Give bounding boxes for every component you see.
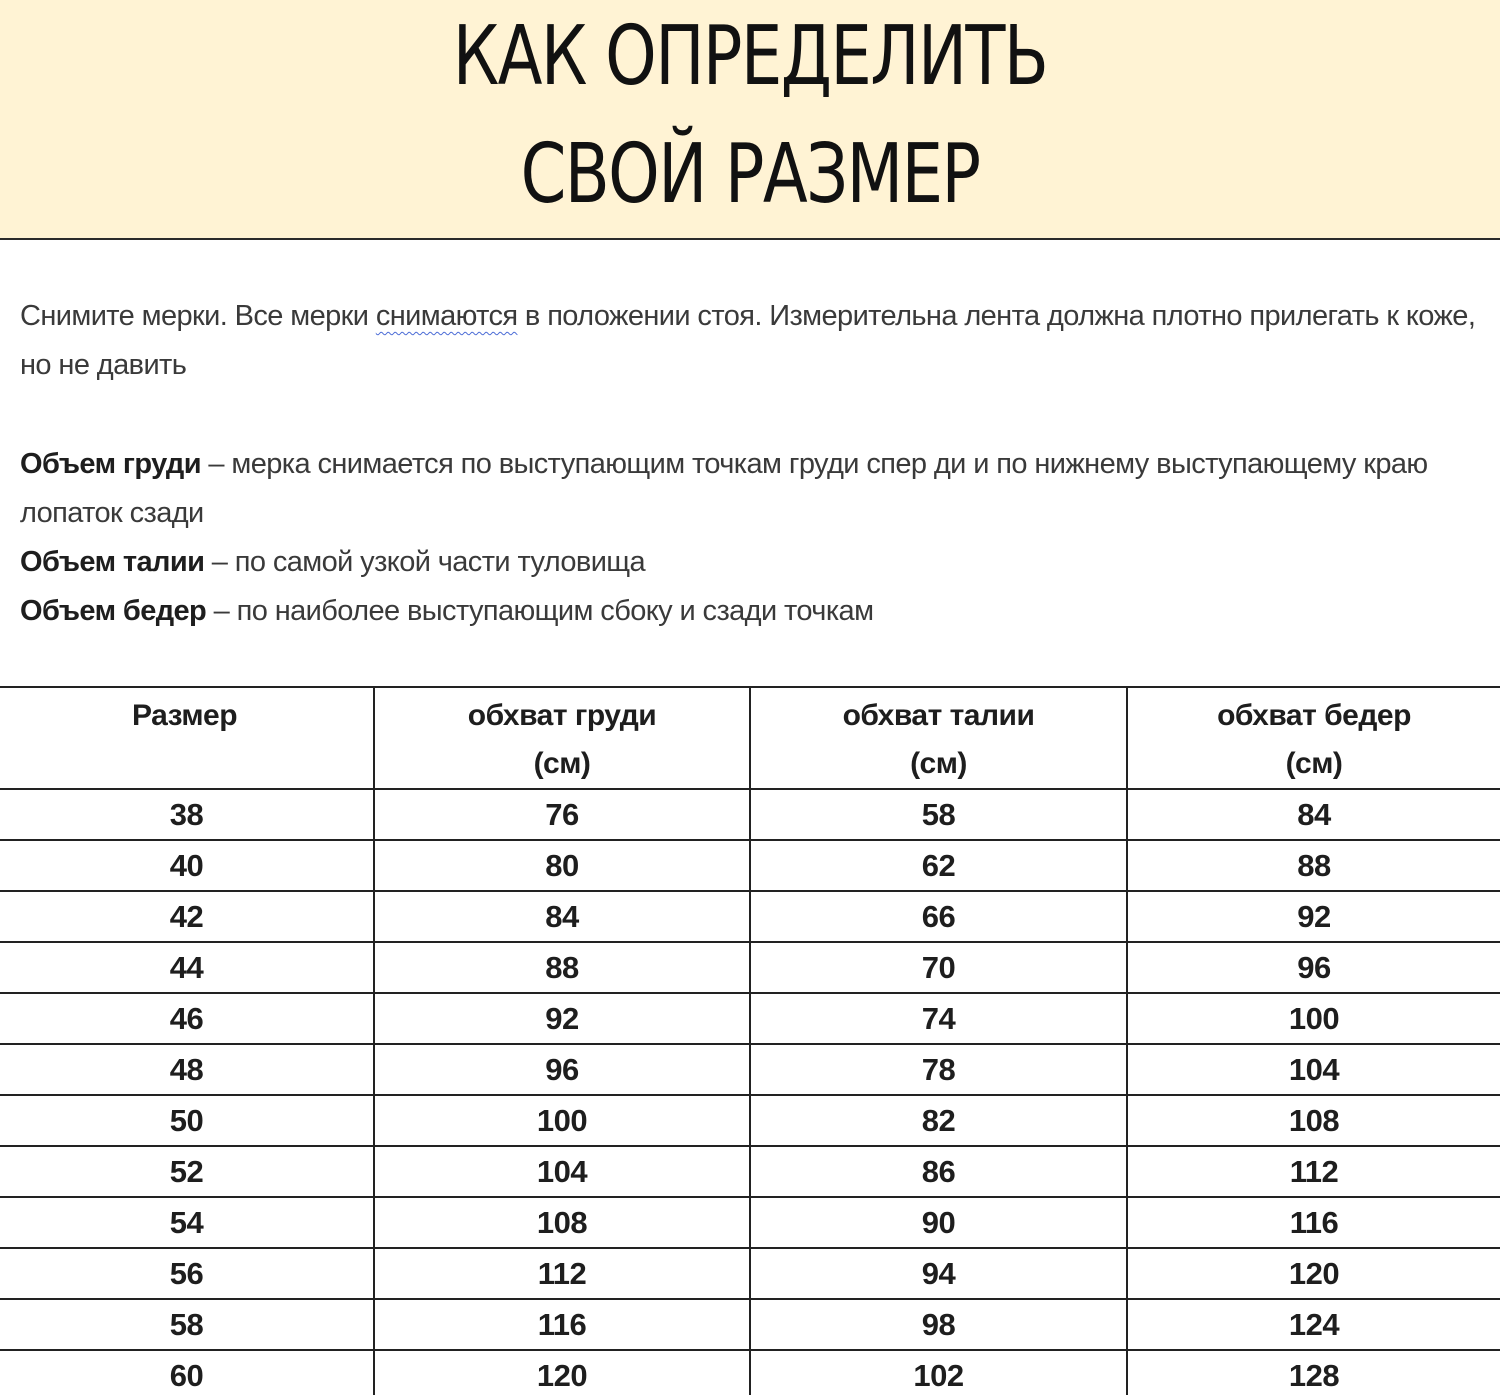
- page-title-line-1: КАК ОПРЕДЕЛИТЬ: [452, 9, 1048, 104]
- cell-chest: 80: [374, 840, 750, 891]
- cell-hips: 100: [1127, 993, 1500, 1044]
- title-banner: [0, 0, 1500, 240]
- header-size-label: Размер: [132, 699, 238, 732]
- header-waist: [750, 687, 1127, 789]
- cell-hips: 120: [1127, 1248, 1500, 1299]
- cell-waist: 82: [750, 1095, 1127, 1146]
- table-row: [0, 993, 1500, 1044]
- instructions-text-start: Снимите мерки. Все мерки: [20, 300, 376, 332]
- cell-chest: 84: [374, 891, 750, 942]
- cell-size: 44: [0, 942, 374, 993]
- cell-hips: 88: [1127, 840, 1500, 891]
- table-row: [0, 1248, 1500, 1299]
- cell-chest: 116: [374, 1299, 750, 1350]
- definition-chest: [20, 440, 1480, 538]
- cell-chest: 120: [374, 1350, 750, 1395]
- definition-term: Объем груди: [20, 448, 201, 480]
- definition-text: – по самой узкой части туловища: [204, 546, 646, 578]
- cell-size: 48: [0, 1044, 374, 1095]
- measurement-instructions: [20, 292, 1480, 390]
- cell-waist: 98: [750, 1299, 1127, 1350]
- cell-waist: 70: [750, 942, 1127, 993]
- cell-hips: 116: [1127, 1197, 1500, 1248]
- cell-size: 40: [0, 840, 374, 891]
- header-waist-unit: (см): [910, 747, 967, 780]
- definition-text: – по наиболее выступающим сбоку и сзади точкам: [206, 595, 874, 627]
- table-row: [0, 1095, 1500, 1146]
- table-row: [0, 1044, 1500, 1095]
- cell-size: 56: [0, 1248, 374, 1299]
- cell-waist: 74: [750, 993, 1127, 1044]
- spellcheck-word: снимаются: [375, 300, 518, 332]
- table-row: [0, 1197, 1500, 1248]
- cell-chest: 96: [374, 1044, 750, 1095]
- table-row: [0, 1146, 1500, 1197]
- cell-size: 38: [0, 789, 374, 840]
- header-chest: [374, 687, 750, 789]
- cell-waist: 102: [750, 1350, 1127, 1395]
- cell-chest: 76: [374, 789, 750, 840]
- header-chest-label: обхват груди: [467, 699, 657, 732]
- header-chest-unit: (см): [533, 747, 591, 780]
- size-table: [0, 686, 1500, 1395]
- header-size: [0, 687, 374, 789]
- cell-hips: 124: [1127, 1299, 1500, 1350]
- cell-size: 54: [0, 1197, 374, 1248]
- cell-waist: 78: [750, 1044, 1127, 1095]
- cell-hips: 108: [1127, 1095, 1500, 1146]
- table-header-row: [0, 687, 1500, 789]
- cell-hips: 92: [1127, 891, 1500, 942]
- cell-chest: 88: [374, 942, 750, 993]
- page-title-line-2: СВОЙ РАЗМЕР: [520, 127, 980, 222]
- cell-hips: 112: [1127, 1146, 1500, 1197]
- measurement-definitions: [20, 440, 1480, 636]
- table-row: [0, 891, 1500, 942]
- cell-chest: 108: [374, 1197, 750, 1248]
- cell-waist: 62: [750, 840, 1127, 891]
- cell-waist: 90: [750, 1197, 1127, 1248]
- cell-size: 52: [0, 1146, 374, 1197]
- instructions-text-end: в положении стоя. Измерительна лента должна плотно прилегать к коже, но не давить: [20, 300, 1476, 381]
- cell-chest: 100: [374, 1095, 750, 1146]
- header-hips-label: обхват бедер: [1217, 699, 1411, 732]
- cell-chest: 104: [374, 1146, 750, 1197]
- table-row: [0, 789, 1500, 840]
- definition-text: – мерка снимается по выступающим точкам груди спер ди и по нижнему выступающему краю лопаток сзади: [20, 448, 1428, 529]
- cell-waist: 66: [750, 891, 1127, 942]
- table-row: [0, 942, 1500, 993]
- cell-size: 50: [0, 1095, 374, 1146]
- cell-hips: 104: [1127, 1044, 1500, 1095]
- cell-waist: 94: [750, 1248, 1127, 1299]
- table-row: [0, 1350, 1500, 1395]
- header-waist-label: обхват талии: [842, 699, 1035, 732]
- cell-hips: 128: [1127, 1350, 1500, 1395]
- cell-size: 46: [0, 993, 374, 1044]
- cell-chest: 112: [374, 1248, 750, 1299]
- definition-waist: [20, 538, 1480, 587]
- definition-term: Объем талии: [20, 546, 205, 578]
- cell-waist: 58: [750, 789, 1127, 840]
- cell-size: 42: [0, 891, 374, 942]
- cell-size: 60: [0, 1350, 374, 1395]
- header-hips: [1127, 687, 1500, 789]
- definition-term: Объем бедер: [20, 595, 207, 627]
- table-row: [0, 840, 1500, 891]
- cell-hips: 96: [1127, 942, 1500, 993]
- header-hips-unit: (см): [1285, 747, 1343, 780]
- definition-hips: [20, 587, 1480, 636]
- table-row: [0, 1299, 1500, 1350]
- cell-size: 58: [0, 1299, 374, 1350]
- cell-chest: 92: [374, 993, 750, 1044]
- cell-hips: 84: [1127, 789, 1500, 840]
- cell-waist: 86: [750, 1146, 1127, 1197]
